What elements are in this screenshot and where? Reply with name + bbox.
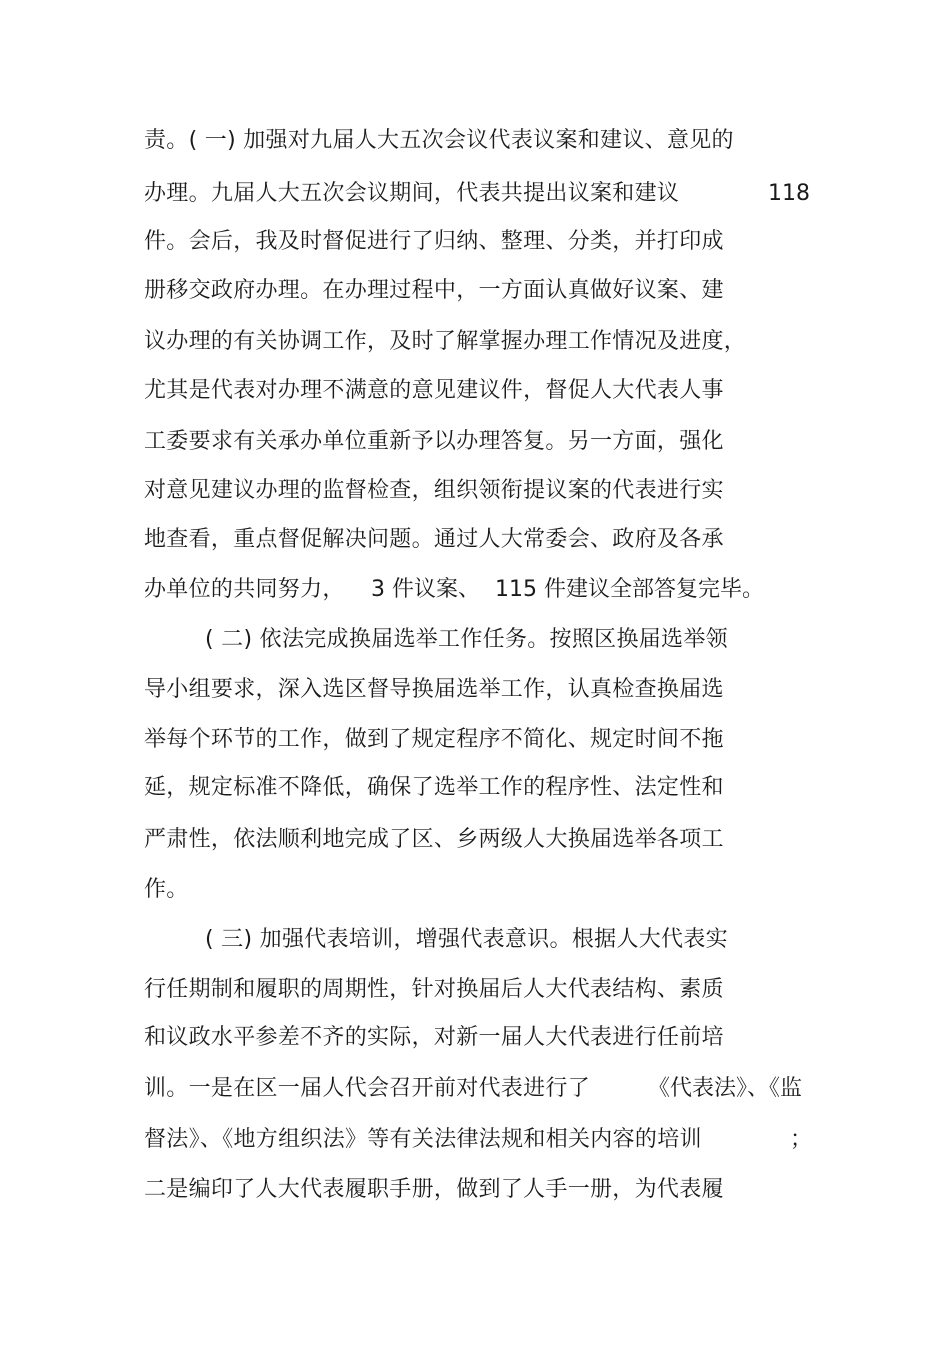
text-line-18: 行任期制和履职的周期性，针对换届后人大代表结构、素质	[144, 977, 724, 1002]
text-line-2: 办理。九届人大五次会议期间，代表共提出议案和建议	[144, 181, 680, 206]
text-line-7: 工委要求有关承办单位重新予以办理答复。另一方面，强化	[144, 429, 724, 454]
semicolon: ；	[790, 1127, 813, 1152]
text-line-6: 尤其是代表对办理不满意的意见建议件，督促人大代表人事	[144, 378, 724, 403]
text-line-21: 督法》、《地方组织法》等有关法律法规和相关内容的培训	[144, 1127, 702, 1152]
text-line-4: 册移交政府办理。在办理过程中，一方面认真做好议案、建	[144, 278, 724, 303]
law-reference: 《代表法》、《监	[648, 1076, 803, 1101]
text-line-22: 二是编印了人大代表履职手册，做到了人手一册，为代表履	[144, 1177, 724, 1202]
text-line-16: 作。	[144, 877, 189, 902]
text-line-11: ( 二) 依法完成换届选举工作任务。按照区换届选举领	[205, 627, 728, 652]
text-line-3: 件。会后，我及时督促进行了归纳、整理、分类，并打印成	[144, 229, 724, 254]
count-3: 3 件议案、	[371, 577, 480, 602]
text-line-9: 地查看，重点督促解决问题。通过人大常委会、政府及各承	[144, 527, 724, 552]
text-line-5: 议办理的有关协调工作，及时了解掌握办理工作情况及进度，	[144, 329, 747, 354]
text-line-10: 办单位的共同努力，	[144, 577, 345, 602]
count-118: 118	[768, 181, 810, 206]
text-line-15: 严肃性，依法顺利地完成了区、乡两级人大换届选举各项工	[144, 827, 724, 852]
text-line-20: 训。一是在区一届人代会召开前对代表进行了	[144, 1076, 591, 1101]
text-line-8: 对意见建议办理的监督检查，组织领衔提议案的代表进行实	[144, 478, 724, 503]
text-line-1: 责。( 一) 加强对九届人大五次会议代表议案和建议、意见的	[144, 128, 734, 153]
text-line-19: 和议政水平参差不齐的实际，对新一届人大代表进行任前培	[144, 1025, 724, 1050]
text-line-17: ( 三) 加强代表培训，增强代表意识。根据人大代表实	[205, 927, 728, 952]
count-115: 115 件建议全部答复完毕。	[495, 577, 764, 602]
text-line-14: 延，规定标准不降低，确保了选举工作的程序性、法定性和	[144, 775, 724, 800]
text-line-13: 举每个环节的工作，做到了规定程序不简化、规定时间不拖	[144, 727, 724, 752]
text-line-12: 导小组要求，深入选区督导换届选举工作，认真检查换届选	[144, 677, 724, 702]
